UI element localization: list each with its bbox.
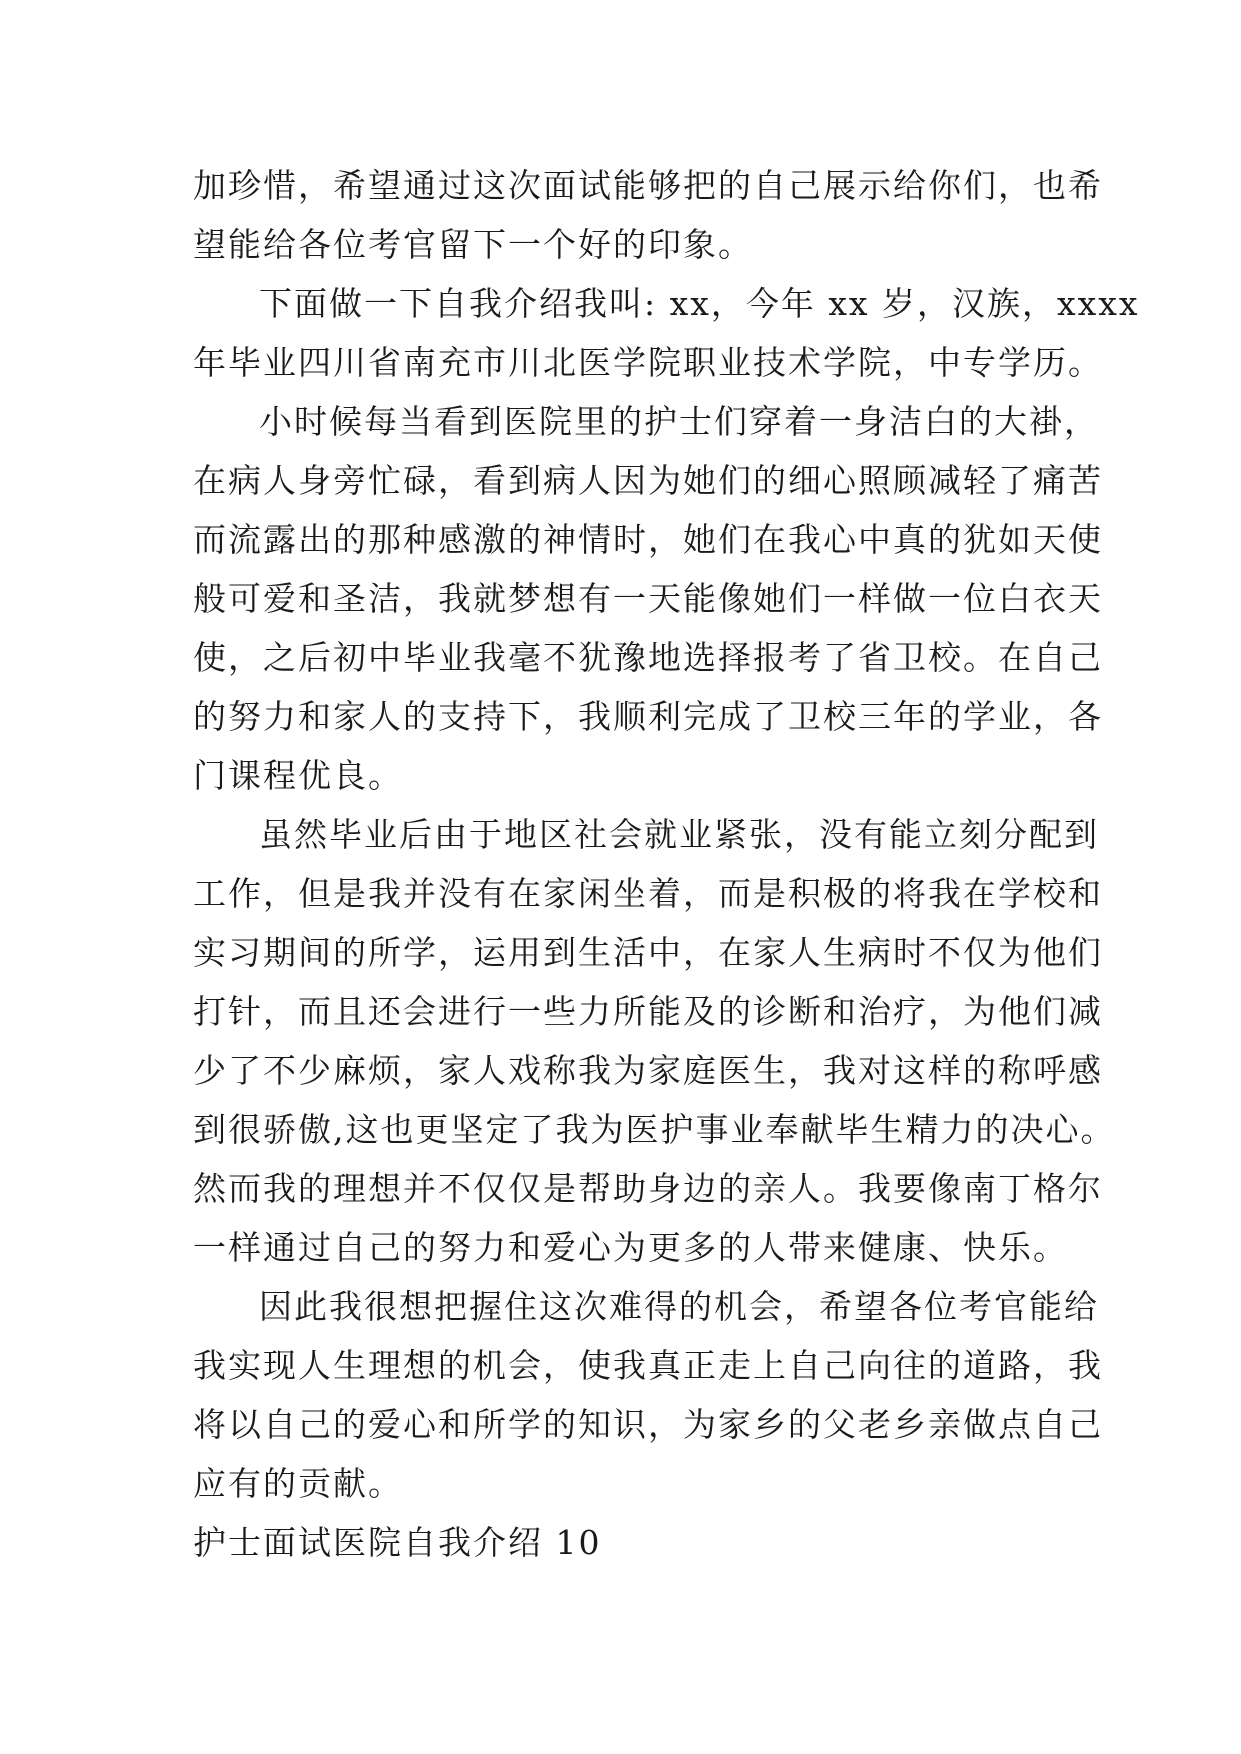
text-line: 的努力和家人的支持下，我顺利完成了卫校三年的学业，各: [193, 697, 1103, 736]
text-line: 年毕业四川省南充市川北医学院职业技术学院，中专学历。: [193, 343, 1103, 382]
text-line: 虽然毕业后由于地区社会就业紧张，没有能立刻分配到: [259, 815, 1099, 854]
text-line: 望能给各位考官留下一个好的印象。: [193, 225, 753, 264]
text-line: 少了不少麻烦，家人戏称我为家庭医生，我对这样的称呼感: [193, 1051, 1103, 1090]
text-line: 下面做一下自我介绍我叫: xx，今年 xx 岁，汉族，xxxx: [259, 284, 1140, 323]
text-line: 将以自己的爱心和所学的知识，为家乡的父老乡亲做点自己: [193, 1405, 1103, 1444]
text-line: 门课程优良。: [193, 756, 403, 795]
text-line: 小时候每当看到医院里的护士们穿着一身洁白的大褂，: [259, 402, 1099, 441]
text-line: 工作，但是我并没有在家闲坐着，而是积极的将我在学校和: [193, 874, 1103, 913]
text-line: 然而我的理想并不仅仅是帮助身边的亲人。我要像南丁格尔: [193, 1169, 1103, 1208]
text-line: 一样通过自己的努力和爱心为更多的人带来健康、快乐。: [193, 1228, 1068, 1267]
text-line: 因此我很想把握住这次难得的机会，希望各位考官能给: [259, 1287, 1099, 1326]
text-line: 我实现人生理想的机会，使我真正走上自己向往的道路，我: [193, 1346, 1103, 1385]
text-line: 应有的贡献。: [193, 1464, 403, 1503]
text-line: 使，之后初中毕业我毫不犹豫地选择报考了省卫校。在自己: [193, 638, 1103, 677]
text-line: 打针，而且还会进行一些力所能及的诊断和治疗，为他们减: [193, 992, 1103, 1031]
document-body: [193, 156, 1140, 1572]
text-line: 到很骄傲,这也更坚定了我为医护事业奉献毕生精力的决心。: [193, 1110, 1116, 1149]
section-heading: 护士面试医院自我介绍 10: [193, 1523, 602, 1562]
text-line: 实习期间的所学，运用到生活中，在家人生病时不仅为他们: [193, 933, 1103, 972]
text-line: 而流露出的那种感激的神情时，她们在我心中真的犹如天使: [193, 520, 1103, 559]
text-line: 加珍惜，希望通过这次面试能够把的自己展示给你们，也希: [193, 166, 1103, 205]
text-line: 在病人身旁忙碌，看到病人因为她们的细心照顾减轻了痛苦: [193, 461, 1103, 500]
text-line: 般可爱和圣洁，我就梦想有一天能像她们一样做一位白衣天: [193, 579, 1103, 618]
